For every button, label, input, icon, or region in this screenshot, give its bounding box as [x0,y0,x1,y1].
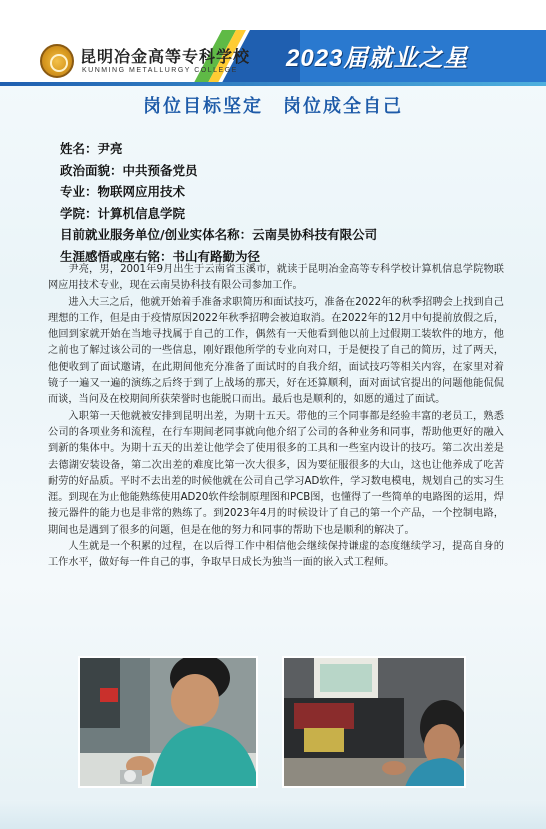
photo-soldering-illustration [80,658,258,788]
banner-title: 2023届就业之星 [286,45,469,72]
slogan: 岗位目标坚定 岗位成全自己 [143,96,403,117]
photo-workbench [282,656,466,788]
info-name: 姓名：尹亮 [60,141,123,156]
school-name-en: KUNMING METALLURGY COLLEGE [82,67,238,74]
school-logo-icon [40,44,74,78]
info-political-status: 政治面貌：中共预备党员 [60,162,198,178]
paragraph: 进入大三之后，他就开始着手准备求职简历和面试技巧，准备在2022年的秋季招聘会上找到自己理想的工作，但是由于疫情原因2022年秋季招聘会被迫取消。在2022年的12月中旬提前放假之后，他回到家就开始在当地寻找属于自己的工作，偶然有一天他看到他以前上过假期工装软件的地方，他之前也了解过该公司的一些信息，刚好跟他所学的专业向对口，于是便投了自己的简历，过了两天，他便收到了面试邀请，在此期间他充分准备了面试时的自我介绍，面试技巧等相关内容，在家里对着镜子一遍又一遍的演练之后终于到了上战场的那天，好在还算顺利，面对面试官提出的问题他能侃侃而谈，当问及在校期间所获荣誉时也能脱口而出。最后也是顺利的，如愿的通过了面试。 [48,296,504,406]
bottom-bar [0,800,546,829]
info-college: 学院：计算机信息学院 [60,205,186,221]
header-divider [0,82,546,86]
photo-workbench-illustration [284,658,466,788]
info-employer: 目前就业服务单位/创业实体名称：云南昊协科技有限公司 [60,227,378,242]
info-major: 专业：物联网应用技术 [60,184,186,199]
body-text [48,262,504,572]
header [0,0,546,86]
paragraph: 尹亮，男，2001年9月出生于云南省玉溪市，就读于昆明冶金高等专科学校计算机信息学院物联网应用技术专业，现在云南昊协科技有限公司参加工作。 [48,264,504,292]
paragraph: 入职第一天他就被安排到昆明出差，为期十五天。带他的三个同事都是经验丰富的老员工，熟悉公司的各项业务和流程，在行车期间老同事就向他介绍了公司的各种业务和同事，帮助他更好的融入到新的集体中。为期十五天的出差让他学会了使用很多的工具和一些室内设计的技巧。第二次出差是去德湖安装设备，第二次出差的难度比第一次大很多，因为要征服很多的大山，这也让他养成了吃苦耐劳的好品质。平时不去出差的时候他就在公司自己学习AD软件，学习数电模电，规划自己的实习生涯。到现在为止他能熟练使用AD20软件绘制原理图和PCB图，也懂得了一些简单的电路图的运用，焊接元器件的能力也是非常的熟练了。到2023年4月的时候设计了自己的第一个产品，一个控制电路，期间也是遇到了很多的问题，但是在他的努力和同事的帮助下也是顺利的解决了。 [48,410,504,536]
paragraph: 人生就是一个积累的过程，在以后得工作中相信他会继续保持谦虚的态度继续学习，提高自身的工作水平，做好每一件自己的事，争取早日成长为独当一面的嵌入式工程师。 [48,541,504,569]
school-name: 昆明冶金高等专科学校 [80,47,251,66]
info-motto: 生涯感悟或座右铭：书山有路勤为径 [60,248,261,264]
info-block [60,138,520,267]
photo-soldering [78,656,258,788]
